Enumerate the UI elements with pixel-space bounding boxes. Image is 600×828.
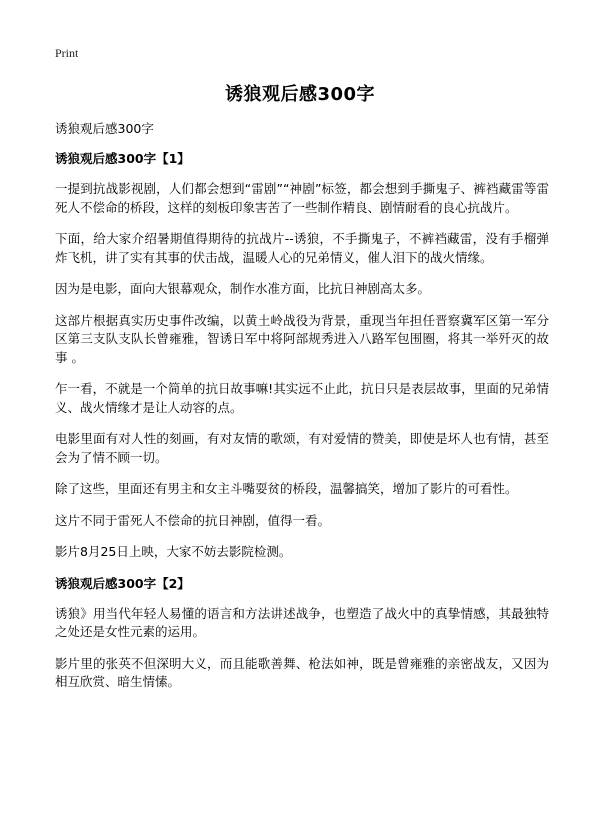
section-2 [55, 575, 549, 692]
paragraph: 乍一看，不就是一个简单的抗日故事嘛!其实远不止此，抗日只是表层故事，里面的兄弟情义、战火情缘才是让人动容的点。 [55, 381, 549, 415]
section-heading: 诱狼观后感300字【2】 [55, 575, 190, 591]
page-subtitle: 诱狼观后感300字 [55, 121, 154, 136]
paragraph: 下面，给大家介绍暑期值得期待的抗战片--诱狼，不手撕鬼子，不裤裆藏雷，没有手榴弹炸飞机，讲了实有其事的伏击战，温暖人心的兄弟情义，催人泪下的战火情缘。 [55, 231, 549, 265]
article-body [55, 150, 549, 705]
paragraph: 因为是电影，面向大银幕观众，制作水准方面，比抗日神剧高太多。 [55, 281, 431, 296]
section-1 [55, 150, 549, 562]
paragraph: 一提到抗战影视剧，人们都会想到“雷剧”“神剧”标签，都会想到手撕鬼子、裤裆藏雷等雷死人不偿命的桥段，这样的刻板印象害苦了一些制作精良、剧情耐看的良心抗战片。 [55, 181, 549, 215]
paragraph: 除了这些，里面还有男主和女主斗嘴耍贫的桥段，温馨搞笑，增加了影片的可看性。 [55, 481, 518, 496]
paragraph: 诱狼》用当代年轻人易懂的语言和方法讲述战争，也塑造了战火中的真挚情感，其最独特之处还是女性元素的运用。 [55, 605, 549, 639]
paragraph: 这片不同于雷死人不偿命的抗日神剧，值得一看。 [55, 512, 331, 528]
paragraph: 这部片根据真实历史事件改编，以黄土岭战役为背景，重现当年担任晋察冀军区第一军分区第三支队支队长曾雍雅，智诱日军中将阿部规秀进入八路军包围圈，将其一举歼灭的故事 。 [55, 312, 549, 365]
page-title: 诱狼观后感300字 [224, 84, 376, 105]
print-label: Print [55, 46, 79, 60]
paragraph: 电影里面有对人性的刻画，有对友情的歌颂，有对爱情的赞美，即使是坏人也有情，甚至会为了情不顾一切。 [55, 431, 549, 465]
section-heading: 诱狼观后感300字【1】 [55, 151, 190, 166]
paragraph: 影片里的张英不但深明大义，而且能歌善舞、枪法如神，既是曾雍雅的亲密战友，又因为相互欣赏、暗生情愫。 [55, 655, 549, 689]
paragraph: 影片8月25日上映，大家不妨去影院检测。 [55, 544, 292, 559]
